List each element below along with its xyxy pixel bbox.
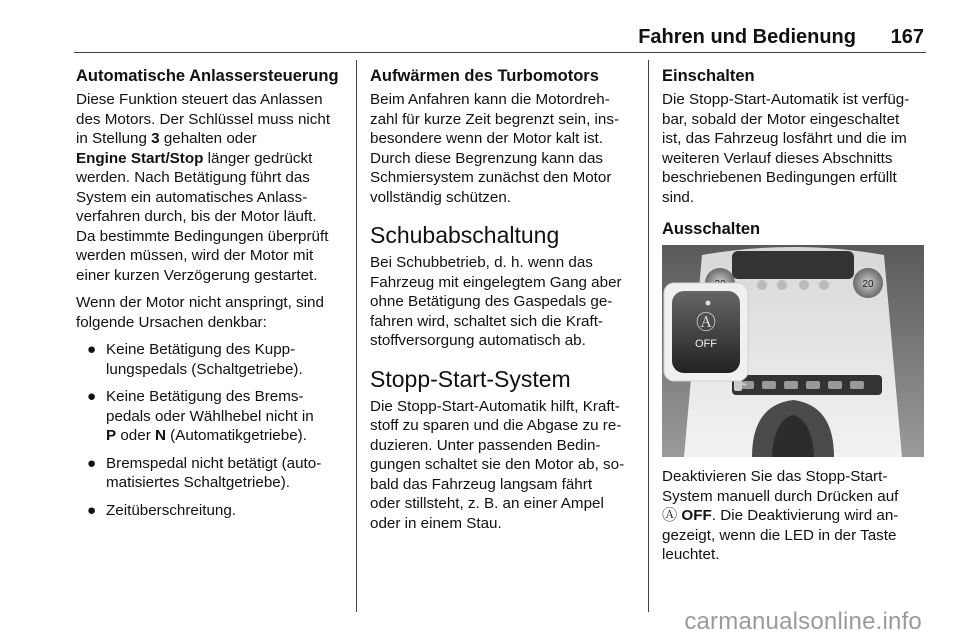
list-item: ● Bremspedal nicht betätigt (auto- matisiertes Schaltgetriebe). [87,454,322,491]
column-1 [76,60,346,528]
heading-einschalten: Einschalten [662,67,755,85]
paragraph-einschalten: Die Stopp-Start-Automatik ist verfüg- bar, sobald der Motor eingeschaltet ist, das Fahrzeug losfährt und die im weiteren Verlauf dieses Abschnitts beschriebenen Bedingungen erfüllt sind. [662,91,910,206]
header-divider [74,52,926,53]
column-divider-1 [356,60,357,612]
paragraph-schubabschaltung: Bei Schubbetrieb, d. h. wenn das Fahrzeug mit eingelegtem Gang aber ohne Betätigung des Gaspedals ge- fahren wird, schaltet sich die Kraft- stoffversorgung automatisch ab. [370,254,622,349]
auto-stop-icon: Ⓐ [662,507,678,524]
heading-ausschalten: Ausschalten [662,220,761,238]
svg-text:20: 20 [862,279,874,290]
svg-text:OFF: OFF [695,338,717,350]
bullet-icon: ● [87,341,97,358]
column-2 [370,60,636,541]
list-item: ● Keine Betätigung des Brems- pedals oder Wählhebel nicht in P oder N (Automatikgetriebe). [87,388,314,444]
heading-automatische-anlassersteuerung: Automatische Anlassersteuerung [76,67,339,85]
paragraph-ausschalten: Deaktivieren Sie das Stopp-Start- System manuell durch Drücken auf Ⓐ OFF. Die Deaktivierung wird an- gezeigt, wenn die LED in der Taste leuchtet. [662,468,899,563]
paragraph-aufwaermen: Beim Anfahren kann die Motordreh- zahl für kurze Zeit begrenzt sein, ins- besondere wenn der Motor kalt ist. Durch diese Begrenzung kann das Schmiersystem zunächst den Motor vollständig schützen. [370,91,620,206]
center-console-photo [662,245,924,457]
bullet-icon: ● [87,501,97,519]
bullet-icon: ● [87,454,97,472]
page-number: 167 [890,26,924,48]
page-header [74,26,924,50]
paragraph-anlassersteuerung: Diese Funktion steuert das Anlassen des Motors. Der Schlüssel muss nicht in Stellung 3 gehalten oder Engine Start/Stop länger gedrückt werden. Nach Betätigung führt das System ein automatisches Anlass- verfahren durch, bis der Motor läuft. Da bestimmte Bedingungen überprüft werden müssen, wird der Motor mit einer kurzen Verzögerung gestartet. [76,91,331,284]
paragraph-ursachen: Wenn der Motor nicht anspringt, sind folgende Ursachen denkbar: [76,294,324,331]
list-item: ● Zeitüberschreitung. [87,501,237,519]
column-divider-2 [648,60,649,612]
heading-stopp-start-system: Stopp-Start-System [370,365,571,392]
led-indicator [706,301,711,306]
heading-aufwaermen: Aufwärmen des Turbomotors [370,67,599,85]
column-3 [662,60,928,573]
heading-schubabschaltung: Schubabschaltung [370,222,560,248]
list-item: ● Keine Betätigung des Kupp- lungspedals (Schaltgetriebe). [87,341,303,378]
auto-stop-icon: Ⓐ [696,310,716,334]
cause-list [76,340,346,520]
paragraph-stopp-start: Die Stopp-Start-Automatik hilft, Kraft- stoff zu sparen und die Abgase zu re- duzieren. Unter passenden Bedin- gungen schaltet sie den Motor ab, so- bald das Fahrzeug langsam fährt oder stillsteht, z. B. an einer Ampel oder in einem Stau. [370,397,625,532]
watermark: carmanualsonline.info [684,608,922,635]
section-title: Fahren und Bedienung [638,26,856,48]
bullet-icon: ● [87,388,97,405]
